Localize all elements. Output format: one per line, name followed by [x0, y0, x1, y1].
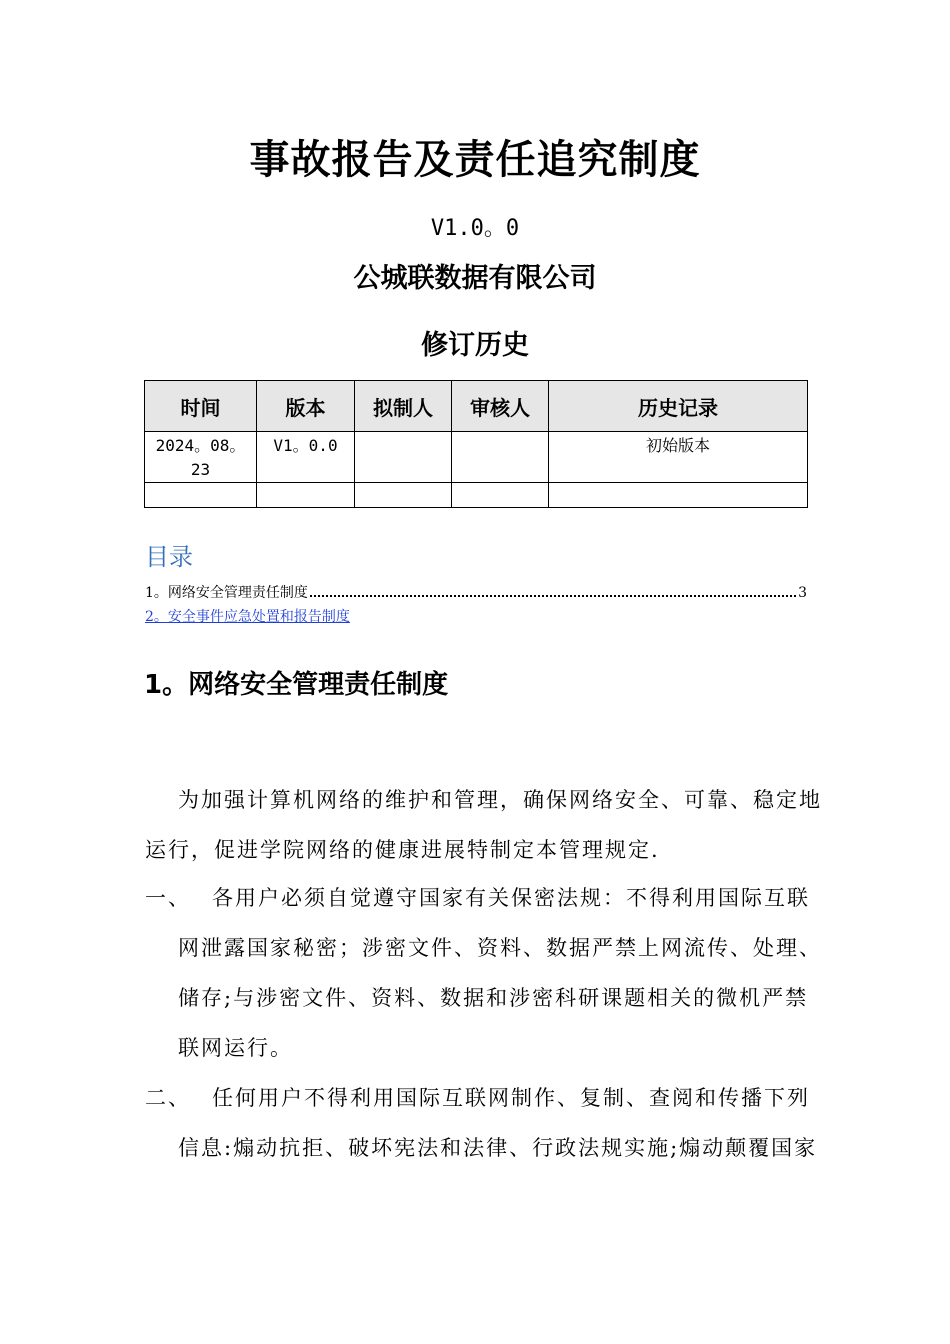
revision-table-header — [145, 381, 808, 432]
revision-history-title: 修订历史 — [421, 330, 529, 361]
table-row — [145, 432, 808, 483]
revision-table — [144, 380, 808, 508]
header-reviewer: 审核人 — [452, 381, 549, 432]
item-1-line-1: 各用户必须自觉遵守国家有关保密法规：不得利用国际互联 — [212, 886, 810, 910]
header-version: 版本 — [257, 381, 355, 432]
cell-author — [355, 432, 452, 483]
section-1-heading: 1。网络安全管理责任制度 — [144, 670, 449, 700]
intro-line-2: 运行，促进学院网络的健康进展特制定本管理规定. — [145, 838, 660, 862]
item-1-line-2: 网泄露国家秘密；涉密文件、资料、数据严禁上网流传、处理、 — [178, 936, 822, 960]
document-title: 事故报告及责任追究制度 — [249, 137, 701, 183]
cell-date — [145, 432, 257, 483]
table-row — [145, 483, 808, 508]
document-version: V1.0。0 — [430, 216, 520, 241]
cell-date-line2: 23 — [190, 460, 211, 479]
item-1-line-3: 储存;与涉密文件、资料、数据和涉密科研课题相关的微机严禁 — [178, 986, 809, 1010]
cell-reviewer — [452, 483, 549, 508]
header-time: 时间 — [145, 381, 257, 432]
item-1-marker: 一、 — [145, 886, 191, 910]
item-2-line-1: 任何用户不得利用国际互联网制作、复制、查阅和传播下列 — [212, 1086, 810, 1110]
cell-version — [257, 483, 355, 508]
item-2-marker: 二、 — [145, 1086, 191, 1110]
toc-item-2-link[interactable]: 2。安全事件应急处置和报告制度 — [145, 609, 350, 625]
item-1-line-4: 联网运行。 — [178, 1036, 293, 1060]
cell-version: V1。0.0 — [257, 432, 355, 483]
toc-item-1-page: 3 — [798, 585, 807, 601]
toc-item-1-label[interactable]: 1。网络安全管理责任制度 — [145, 585, 308, 601]
cell-date — [145, 483, 257, 508]
toc-item-2[interactable] — [145, 606, 807, 626]
cell-date-line1: 2024。08。 — [155, 436, 246, 455]
toc-leader-dots — [310, 583, 796, 597]
cell-record — [549, 483, 808, 508]
cell-record: 初始版本 — [549, 432, 808, 483]
header-author: 拟制人 — [355, 381, 452, 432]
cell-author — [355, 483, 452, 508]
header-record: 历史记录 — [549, 381, 808, 432]
toc-item-1[interactable] — [145, 582, 807, 602]
toc-heading: 目录 — [145, 543, 193, 571]
item-2-line-2: 信息:煽动抗拒、破坏宪法和法律、行政法规实施;煽动颠覆国家 — [178, 1136, 818, 1160]
intro-line-1: 为加强计算机网络的维护和管理，确保网络安全、可靠、稳定地 — [178, 788, 822, 812]
company-name: 公城联数据有限公司 — [353, 263, 597, 294]
cell-reviewer — [452, 432, 549, 483]
